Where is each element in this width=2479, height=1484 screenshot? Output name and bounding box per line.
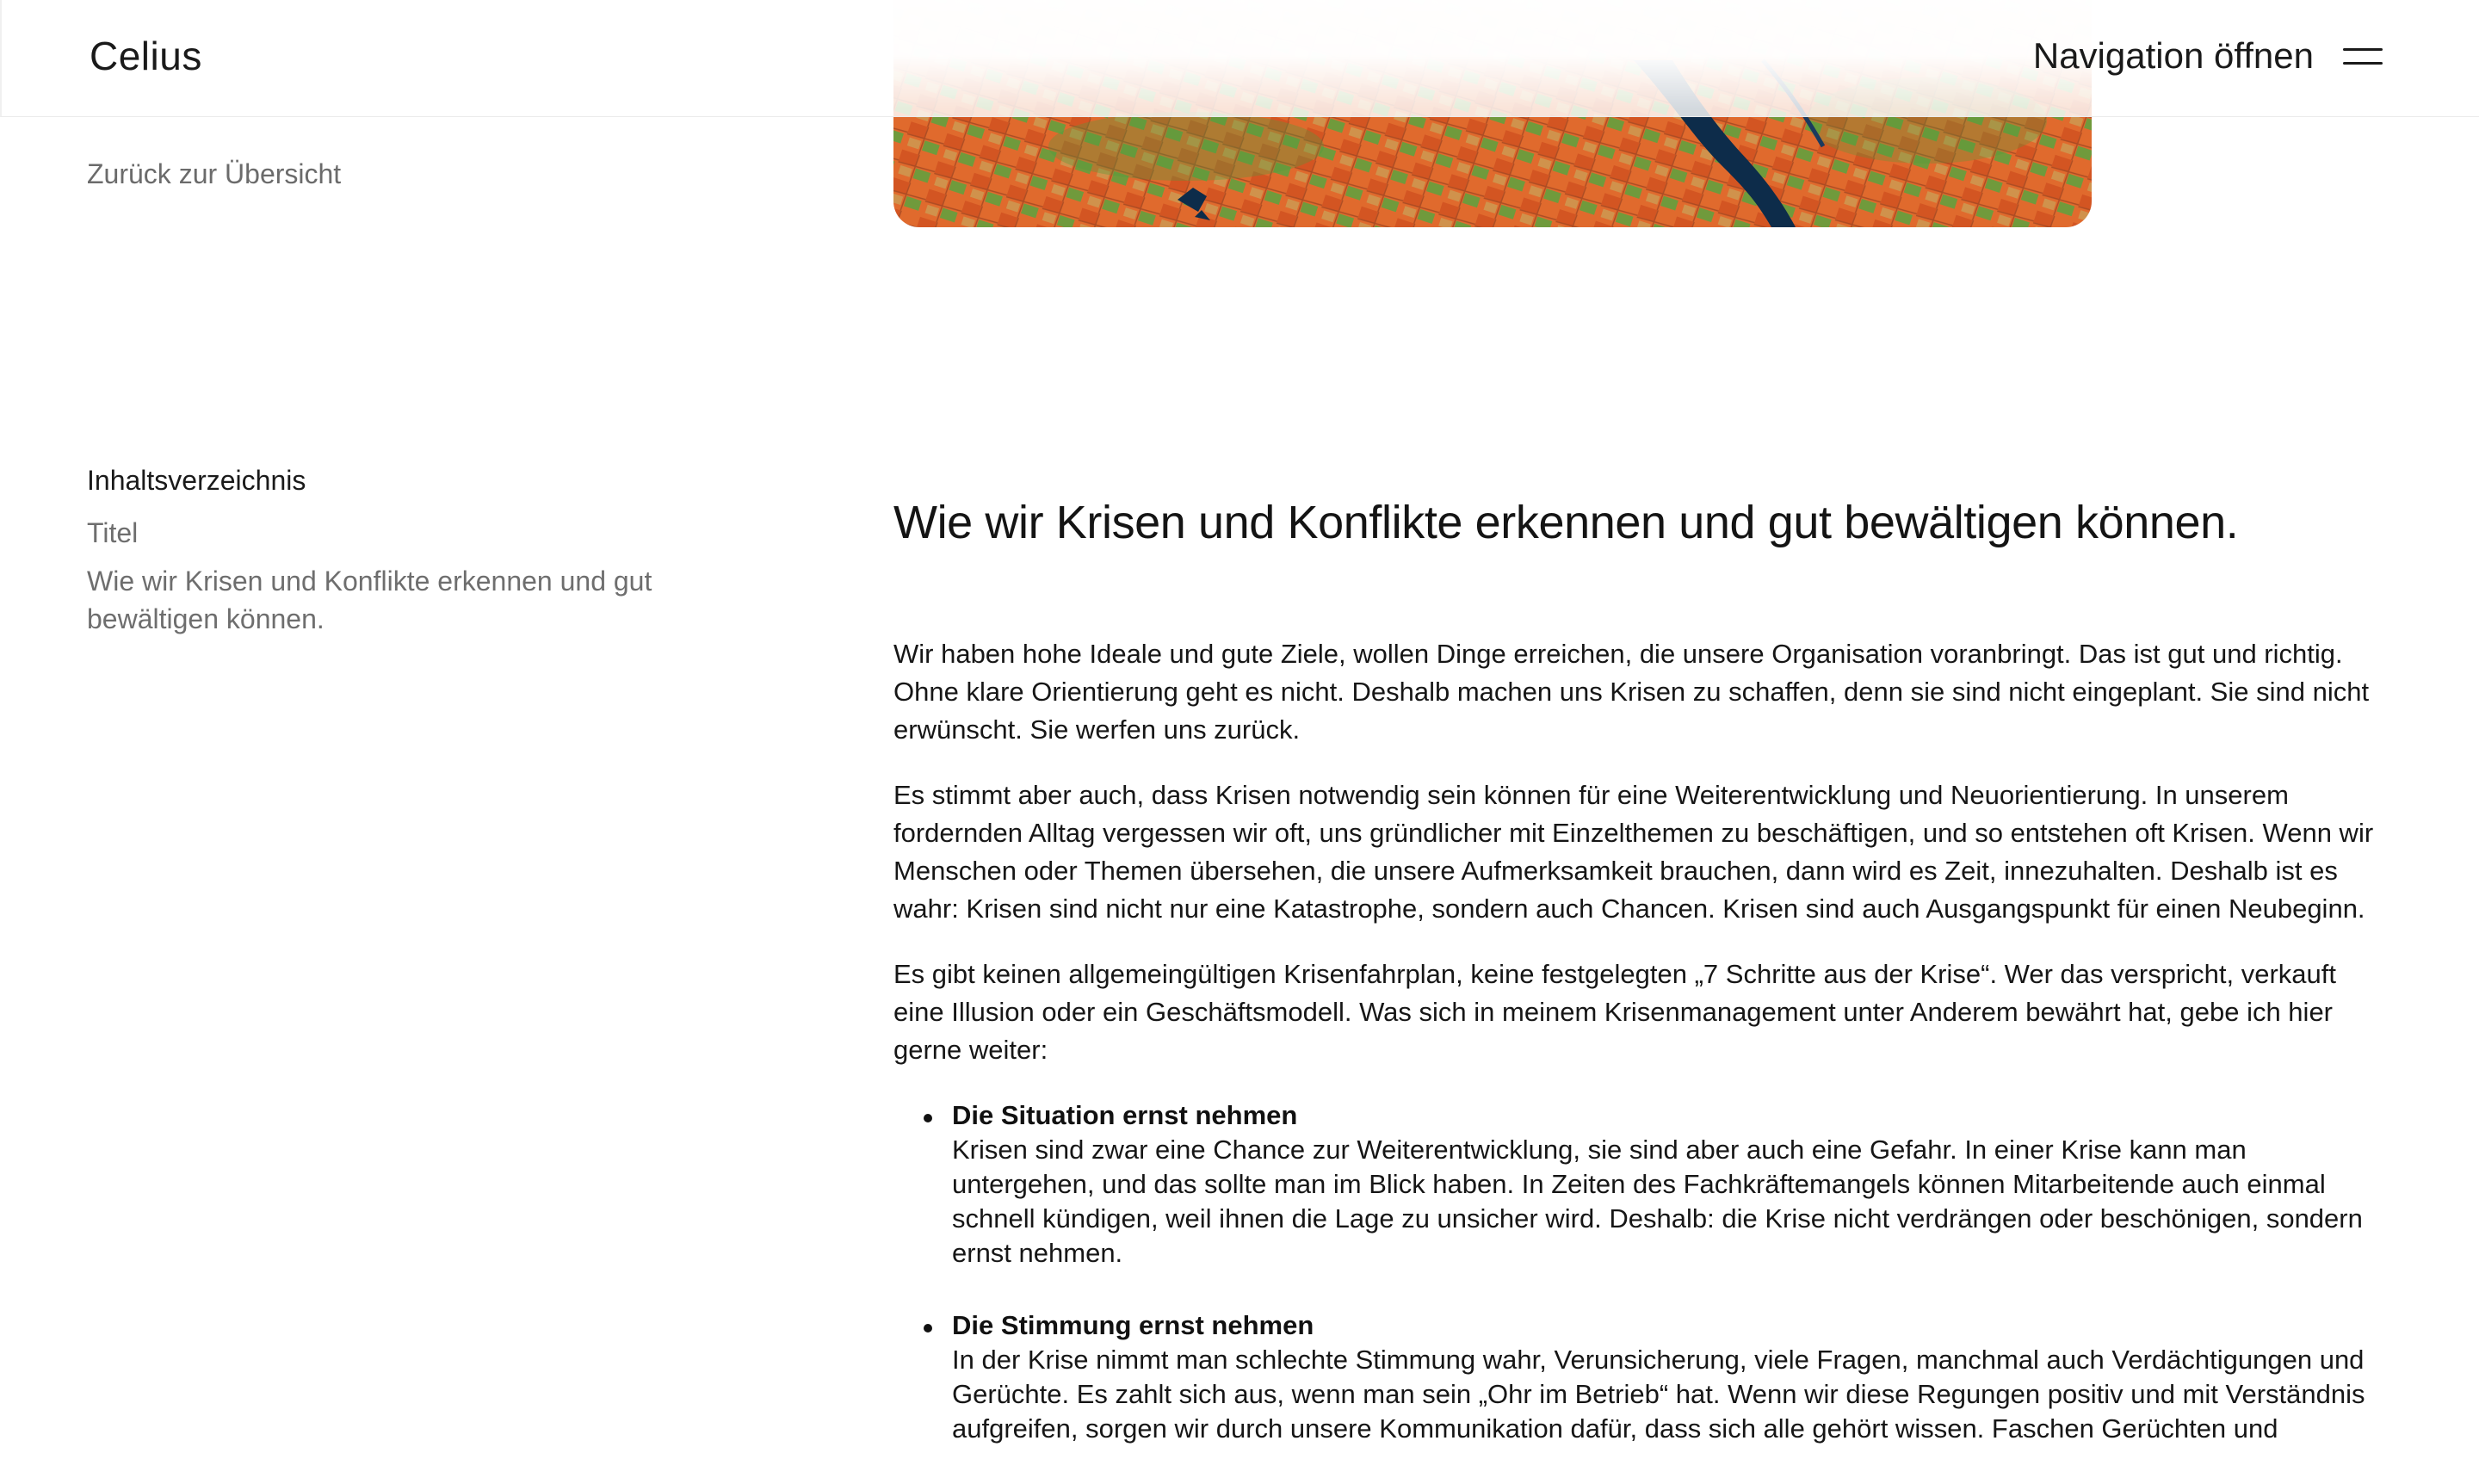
article-paragraph: Wir haben hohe Ideale und gute Ziele, wollen Dinge erreichen, die unsere Organisation voranbringt. Das ist gut und richtig. Ohne klare Orientierung geht es nicht. Deshalb machen uns Krisen zu schaffen, denn sie sind nicht eingeplant. Sie sind nicht erwünscht. Sie werfen uns zurück.: [893, 639, 2370, 745]
bullet-title: Die Stimmung ernst nehmen: [952, 1310, 1314, 1340]
article-bullet-list: [893, 1098, 2391, 1446]
navigation-open-label: Navigation öffnen: [2032, 35, 2314, 76]
bullet-title: Die Situation ernst nehmen: [952, 1100, 1298, 1130]
navigation-open-button[interactable]: [2033, 29, 2383, 83]
toc-heading: Inhaltsverzeichnis: [87, 465, 306, 496]
bullet-text: In der Krise nimmt man schlechte Stimmung wahr, Verunsicherung, viele Fragen, manchmal auch Verdächtigungen und Gerüchte. Es zahlt sich aus, wenn man sein „Ohr im Betrieb“ hat. Wenn wir diese Regungen positiv und mit Verständnis aufgreifen, sorgen wir durch unsere Kommunikation dafür, dass sich alle gehört wissen. Faschen Gerüchten und: [952, 1345, 2365, 1444]
toc-item-titel[interactable]: Titel: [87, 517, 139, 548]
back-to-overview-link[interactable]: Zurück zur Übersicht: [87, 158, 342, 189]
article-paragraph: Es stimmt aber auch, dass Krisen notwendig sein können für eine Weiterentwicklung und Neuorientierung. In unserem fordernden Alltag vergessen wir oft, uns gründlicher mit Einzelthemen zu beschäftigen, und so entstehen oft Krisen. Wenn wir Menschen oder Themen übersehen, die unsere Aufmerksamkeit brauchen, dann wird es Zeit, innezuhalten. Deshalb ist es wahr: Krisen sind nicht nur eine Katastrophe, sondern auch Chancen. Krisen sind auch Ausgangspunkt für einen Neubeginn.: [893, 780, 2374, 924]
brand-logo[interactable]: Celius: [90, 34, 202, 78]
hamburger-icon: [2343, 45, 2383, 67]
list-item: [893, 1098, 2391, 1271]
site-header: [0, 0, 2479, 117]
table-of-contents: [87, 465, 655, 648]
article-content: [893, 496, 2391, 1484]
bullet-text: Krisen sind zwar eine Chance zur Weiterentwicklung, sie sind aber auch eine Gefahr. In einer Krise kann man untergehen, und das sollte man im Blick haben. In Zeiten des Fachkräftemangels können Mitarbeitende auch einmal schnell kündigen, weil ihnen die Lage zu unsicher wird. Deshalb: die Krise nicht verdrängen oder beschönigen, sondern ernst nehmen.: [952, 1135, 2363, 1268]
list-item: [893, 1308, 2391, 1446]
article-paragraph: Es gibt keinen allgemeingültigen Krisenfahrplan, keine festgelegten „7 Schritte aus der Krise“. Wer das verspricht, verkauft eine Illusion oder ein Geschäftsmodell. Was sich in meinem Krisenmanagement unter Anderem bewährt hat, gebe ich hier gerne weiter:: [893, 959, 2337, 1065]
toc-item-krisen[interactable]: Wie wir Krisen und Konflikte erkennen und gut bewältigen können.: [87, 566, 652, 634]
article-title: Wie wir Krisen und Konflikte erkennen und gut bewältigen können.: [893, 497, 2239, 548]
